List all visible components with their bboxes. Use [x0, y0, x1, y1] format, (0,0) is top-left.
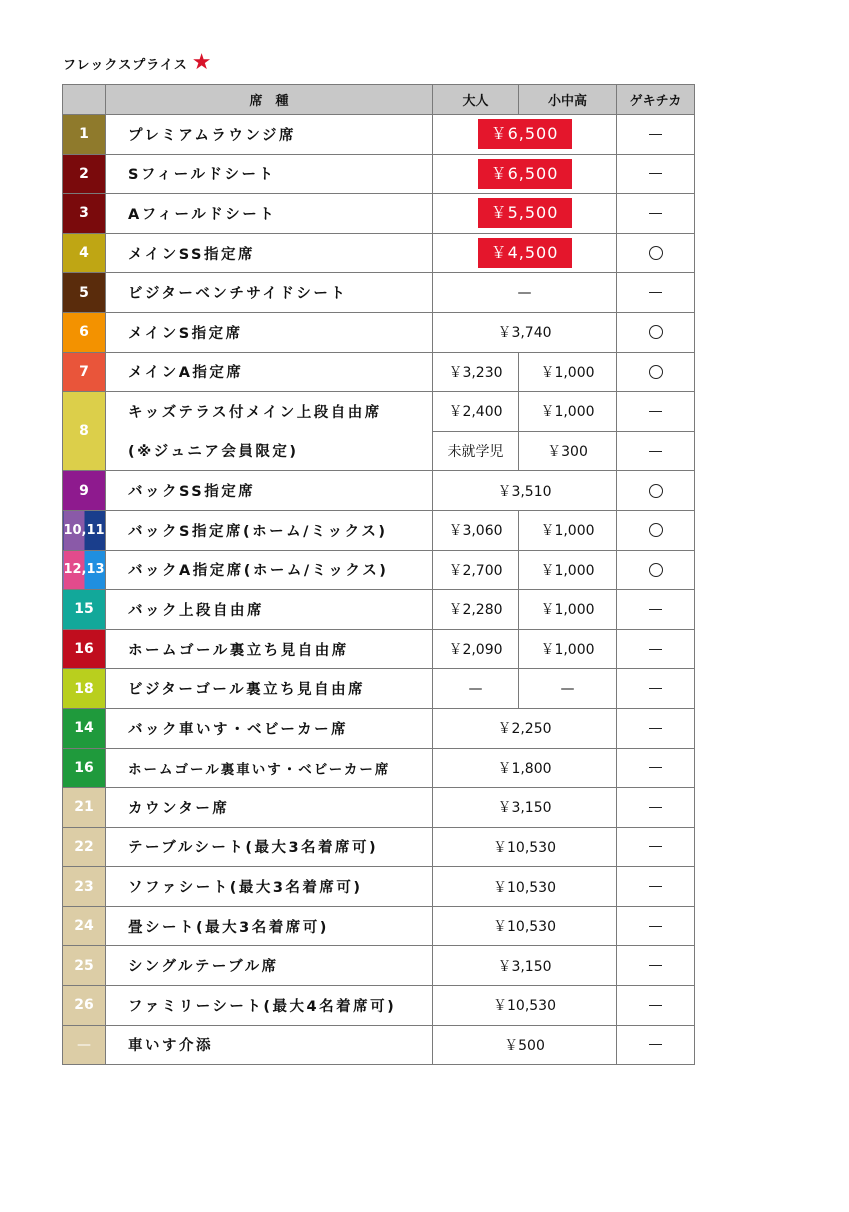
gekichika-cell	[617, 154, 695, 194]
adult-price: ￥2,400	[433, 392, 519, 432]
gekichika-cell	[617, 827, 695, 867]
seat-name: ファミリーシート(最大4名着席可)	[106, 986, 433, 1026]
price-cell: ￥10,530	[433, 906, 617, 946]
dash-icon	[649, 134, 662, 135]
table-row	[63, 708, 695, 748]
gekichika-cell	[617, 1025, 695, 1065]
table-row	[63, 788, 695, 828]
seat-number: 18	[63, 669, 106, 709]
table-row	[63, 867, 695, 907]
seat-name: プレミアムラウンジ席	[106, 115, 433, 155]
seat-number: 25	[63, 946, 106, 986]
dash-icon	[649, 1044, 662, 1045]
table-row	[63, 906, 695, 946]
table-header	[63, 85, 695, 115]
seat-name: バックA指定席(ホーム/ミックス)	[106, 550, 433, 590]
table-row	[63, 550, 695, 590]
table-row	[63, 115, 695, 155]
price-cell	[433, 233, 617, 273]
seat-name: ソファシート(最大3名着席可)	[106, 867, 433, 907]
table-row	[63, 154, 695, 194]
seat-name: シングルテーブル席	[106, 946, 433, 986]
seat-number: 3	[63, 194, 106, 234]
gekichika-cell	[617, 629, 695, 669]
seat-name: バックSS指定席	[106, 471, 433, 511]
student-price: ￥1,000	[519, 510, 617, 550]
adult-price: 未就学児	[433, 431, 519, 471]
adult-price: ￥2,090	[433, 629, 519, 669]
dash-icon	[649, 213, 662, 214]
student-price: ￥1,000	[519, 392, 617, 432]
student-price: ￥1,000	[519, 352, 617, 392]
price-cell: ￥10,530	[433, 827, 617, 867]
table-row	[63, 312, 695, 352]
circle-icon	[649, 325, 663, 339]
table-row	[63, 233, 695, 273]
dash-icon	[649, 688, 662, 689]
seat-number: 2	[63, 154, 106, 194]
table-row	[63, 986, 695, 1026]
seat-number: 26	[63, 986, 106, 1026]
seat-name: キッズテラス付メイン上段自由席	[106, 392, 433, 432]
page-title	[63, 52, 212, 74]
table-row	[63, 748, 695, 788]
gekichika-cell	[617, 788, 695, 828]
seat-name: バック車いす・ベビーカー席	[106, 708, 433, 748]
table-row	[63, 392, 695, 432]
price-cell: ￥3,740	[433, 312, 617, 352]
star-icon: ★	[191, 50, 213, 75]
seat-number: 14	[63, 708, 106, 748]
seat-name: カウンター席	[106, 788, 433, 828]
gekichika-cell	[617, 906, 695, 946]
gekichika-cell	[617, 669, 695, 709]
seat-number: 5	[63, 273, 106, 313]
gekichika-cell	[617, 233, 695, 273]
dash-icon	[649, 965, 662, 966]
price-badge: ￥6,500	[478, 119, 572, 149]
circle-icon	[649, 563, 663, 577]
seat-note: (※ジュニア会員限定)	[106, 431, 433, 471]
seat-name: ホームゴール裏立ち見自由席	[106, 629, 433, 669]
dash-icon	[649, 846, 662, 847]
seat-number: 8	[63, 392, 106, 471]
adult-price: ￥2,700	[433, 550, 519, 590]
table-row	[63, 471, 695, 511]
dash-icon	[649, 649, 662, 650]
table-row	[63, 669, 695, 709]
gekichika-cell	[617, 748, 695, 788]
student-price: ￥1,000	[519, 590, 617, 630]
seat-name: Aフィールドシート	[106, 194, 433, 234]
gekichika-cell	[617, 115, 695, 155]
price-cell	[433, 115, 617, 155]
adult-price: ￥3,060	[433, 510, 519, 550]
seat-name: バック上段自由席	[106, 590, 433, 630]
student-price: ￥1,000	[519, 550, 617, 590]
gekichika-cell	[617, 273, 695, 313]
gekichika-cell	[617, 194, 695, 234]
seat-number: 16	[63, 748, 106, 788]
gekichika-cell	[617, 590, 695, 630]
seat-name: メインA指定席	[106, 352, 433, 392]
seat-number: 6	[63, 312, 106, 352]
price-cell: ￥1,800	[433, 748, 617, 788]
dash-icon	[649, 886, 662, 887]
adult-price: ￥2,280	[433, 590, 519, 630]
gekichika-cell	[617, 708, 695, 748]
price-badge: ￥6,500	[478, 159, 572, 189]
gekichika-cell	[617, 986, 695, 1026]
seat-name: ビジターゴール裏立ち見自由席	[106, 669, 433, 709]
circle-icon	[649, 246, 663, 260]
table-row	[63, 273, 695, 313]
price-cell: ￥500	[433, 1025, 617, 1065]
dash-icon	[649, 173, 662, 174]
seat-number: 22	[63, 827, 106, 867]
table-row	[63, 827, 695, 867]
seat-number: —	[63, 1025, 106, 1065]
gekichika-cell	[617, 946, 695, 986]
dash-icon	[649, 926, 662, 927]
header-seat-type: 席 種	[106, 85, 433, 115]
seat-number: 15	[63, 590, 106, 630]
dash-icon	[649, 292, 662, 293]
gekichika-cell	[617, 471, 695, 511]
gekichika-cell	[617, 392, 695, 432]
seat-name: Sフィールドシート	[106, 154, 433, 194]
student-price: ￥300	[519, 431, 617, 471]
dash-icon	[649, 1005, 662, 1006]
seat-name: メインS指定席	[106, 312, 433, 352]
price-badge: ￥5,500	[478, 198, 572, 228]
table-row	[63, 629, 695, 669]
table-row	[63, 1025, 695, 1065]
seat-name: ビジターベンチサイドシート	[106, 273, 433, 313]
gekichika-cell	[617, 431, 695, 471]
price-cell: ￥3,150	[433, 788, 617, 828]
seat-number: 16	[63, 629, 106, 669]
seat-number: 9	[63, 471, 106, 511]
header-adult: 大人	[433, 85, 519, 115]
table-row	[63, 590, 695, 630]
price-cell: ￥3,150	[433, 946, 617, 986]
seat-name: テーブルシート(最大3名着席可)	[106, 827, 433, 867]
price-cell: ￥3,510	[433, 471, 617, 511]
price-table	[62, 84, 695, 1065]
seat-number: 21	[63, 788, 106, 828]
dash-icon	[649, 728, 662, 729]
gekichika-cell	[617, 352, 695, 392]
dash-icon	[649, 451, 662, 452]
student-price: —	[519, 669, 617, 709]
table-row	[63, 431, 695, 471]
dash-icon	[649, 767, 662, 768]
title-text: フレックスプライス	[63, 57, 188, 73]
header-student: 小中高	[519, 85, 617, 115]
adult-price: —	[433, 669, 519, 709]
price-badge: ￥4,500	[478, 238, 572, 268]
table-row	[63, 194, 695, 234]
circle-icon	[649, 484, 663, 498]
header-num	[63, 85, 106, 115]
student-price: ￥1,000	[519, 629, 617, 669]
dash-icon	[649, 411, 662, 412]
table-row	[63, 352, 695, 392]
circle-icon	[649, 523, 663, 537]
adult-price: ￥3,230	[433, 352, 519, 392]
gekichika-cell	[617, 510, 695, 550]
table-row	[63, 946, 695, 986]
price-cell: ￥2,250	[433, 708, 617, 748]
seat-name: ホームゴール裏車いす・ベビーカー席	[106, 748, 433, 788]
seat-name: 車いす介添	[106, 1025, 433, 1065]
circle-icon	[649, 365, 663, 379]
price-cell: ￥10,530	[433, 867, 617, 907]
price-cell: ￥10,530	[433, 986, 617, 1026]
price-cell	[433, 154, 617, 194]
seat-number: 24	[63, 906, 106, 946]
gekichika-cell	[617, 550, 695, 590]
seat-number: 7	[63, 352, 106, 392]
gekichika-cell	[617, 867, 695, 907]
seat-number: 10,11	[63, 510, 106, 550]
seat-name: 畳シート(最大3名着席可)	[106, 906, 433, 946]
seat-number: 1	[63, 115, 106, 155]
seat-number: 23	[63, 867, 106, 907]
seat-name: バックS指定席(ホーム/ミックス)	[106, 510, 433, 550]
price-cell: —	[433, 273, 617, 313]
seat-number: 12,13	[63, 550, 106, 590]
seat-number: 4	[63, 233, 106, 273]
seat-name: メインSS指定席	[106, 233, 433, 273]
dash-icon	[649, 609, 662, 610]
price-cell	[433, 194, 617, 234]
header-gekichika: ゲキチカ	[617, 85, 695, 115]
dash-icon	[649, 807, 662, 808]
gekichika-cell	[617, 312, 695, 352]
table-row	[63, 510, 695, 550]
